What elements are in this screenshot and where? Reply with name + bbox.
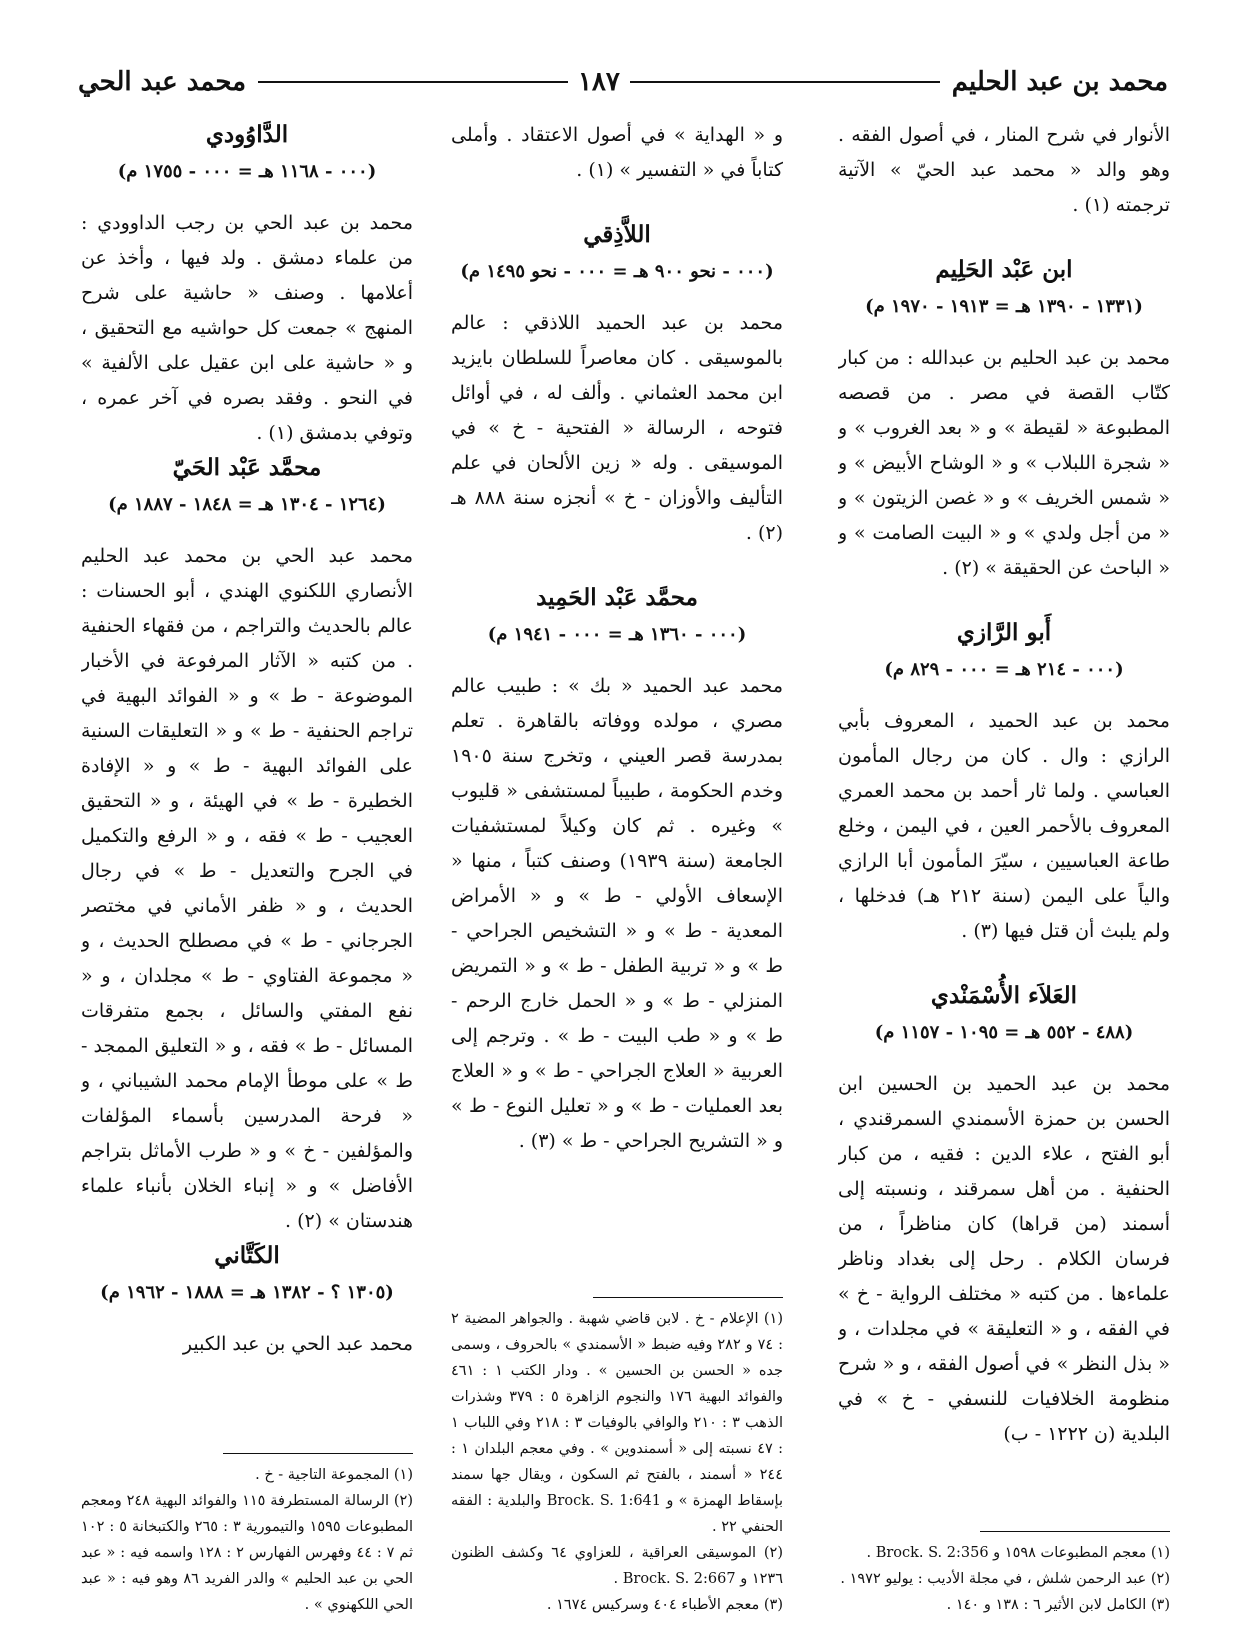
entry-dates: (٠٠٠ - نحو ٩٠٠ هـ = ٠٠٠ - نحو ١٤٩٥ م) [460, 261, 774, 282]
footnote: (٢) الموسيقى العراقية ، للعزاوي ٦٤ وكشف الظنون ١٢٣٦ و Brock. S. 2:667 . [451, 1545, 783, 1587]
page-header [78, 62, 1168, 102]
entry-dates: (٠٠٠ - ٢١٤ هـ = ٠٠٠ - ٨٢٩ م) [884, 659, 1124, 680]
entry-body: محمد بن عبد الحميد ، المعروف بأبي الرازي : وال . كان من رجال المأمون العباسي . ولما ثار أحمد بن محمد العمري المعروف بالأحمر العين ، في اليمن ، وخلع طاعة العباسيين ، سيّرَ المأمون أبا الرازي والياً على اليمن (سنة ٢١٢ هـ) فدخلها ، ولم يلبث أن قتل فيها (٣) . [838, 710, 1170, 942]
footnote: (٣) معجم الأطباء ٤٠٤ وسركيس ١٦٧٤ . [546, 1597, 783, 1613]
entry [838, 253, 1170, 586]
column-middle [451, 118, 783, 1618]
header-left-title: محمد عبد الحي [78, 67, 247, 97]
entry-title: الكَتَّاني [214, 1242, 280, 1269]
entry-title: العَلاَء الأُسْمَنْدي [930, 982, 1078, 1009]
entry [838, 616, 1170, 949]
entry-continuation: الأنوار في شرح المنار ، في أصول الفقه . وهو والد « محمد عبد الحيّ » الآتية ترجمته (١) . [838, 124, 1170, 216]
entry-title: أَبو الرَّازي [956, 619, 1052, 646]
header-rule-left [258, 81, 568, 83]
footnote: (١) معجم المطبوعات ١٥٩٨ و Brock. S. 2:356 . [866, 1545, 1170, 1561]
entry [81, 118, 413, 451]
page-number: ١٨٧ [577, 67, 620, 97]
footnote-rule [980, 1531, 1170, 1532]
footnote: (١) المجموعة التاجية - خ . [255, 1467, 413, 1483]
entry-dates: (٠٠٠ - ١١٦٨ هـ = ٠٠٠ - ١٧٥٥ م) [117, 161, 377, 182]
header-rule [258, 67, 940, 97]
entry-title: محمَّد عَبْد الحَمِيد [536, 584, 698, 611]
entry [451, 218, 783, 551]
entry-title: اللاَّذِقي [583, 221, 651, 248]
entry-continuation: و « الهداية » في أصول الاعتقاد . وأملى كتاباً في « التفسير » (١) . [451, 124, 783, 181]
entry [838, 979, 1170, 1452]
entry-dates: (٠٠٠ - ١٣٦٠ هـ = ٠٠٠ - ١٩٤١ م) [487, 624, 747, 645]
footnote-rule [223, 1453, 413, 1454]
entry-title: ابن عَبْد الحَلِيم [935, 256, 1073, 283]
entry-body: محمد بن عبد الحليم بن عبدالله : من كبار كتّاب القصة في مصر . من قصصه المطبوعة « لقيطة » و « بعد الغروب » و « شجرة اللبلاب » و « الوشاح الأبيض » و « شمس الخريف » و « غصن الزيتون » و « من أجل ولدي » و « البيت الصامت » و « الباحث عن الحقيقة » (٢) . [838, 347, 1170, 579]
entry-title: محمَّد عَبْد الحَيّ [172, 454, 322, 481]
footnotes [81, 1435, 413, 1618]
entry-body: محمد عبد الحي بن محمد عبد الحليم الأنصاري اللكنوي الهندي ، أبو الحسنات : عالم بالحديث والتراجم ، من فقهاء الحنفية . من كتبه « الآثار المرفوعة في الأخبار الموضوعة - ط » و « الفوائد البهية في تراجم الحنفية - ط » و « التعليقات السنية على الفوائد البهية - ط » و « الإفادة الخطيرة - ط » في الهيئة ، و « التحقيق العجيب - ط » فقه ، و « الرفع والتكميل في الجرح والتعديل - ط » في رجال الحديث ، و « ظفر الأماني في مختصر الجرجاني - ط » في مصطلح الحديث ، و « مجموعة الفتاوي - ط » مجلدان ، و « نفع المفتي والسائل ، بجمع متفرقات المسائل - ط » فقه ، و « التعليق الممجد - ط » على موطأ الإمام محمد الشيباني ، و « فرحة المدرسين بأسماء المؤلفات والمؤلفين - خ » و « طرب الأماثل بتراجم الأفاضل » و « إنباء الخلان بأنباء علماء هندستان » (٢) . [81, 545, 413, 1232]
footnotes [838, 1513, 1170, 1618]
entry-body: محمد عبد الحميد « بك » : طبيب عالم مصري ، مولده ووفاته بالقاهرة . تعلم بمدرسة قصر العيني ، وتخرج سنة ١٩٠٥ وخدم الحكومة ، طبيباً لمستشفى « قليوب » وغيره . ثم كان وكيلاً لمستشفيات الجامعة (سنة ١٩٣٩) وصنف كتباً ، منها « الإسعاف الأولي - ط » و « الأمراض المعدية - ط » و « التشخيص الجراحي - ط » و « تربية الطفل - ط » و « التمريض المنزلي - ط » و « الحمل خارج الرحم - ط » و « طب البيت - ط » . وترجم إلى العربية « العلاج الجراحي - ط » و « العلاج بعد العمليات - ط » و « تعليل النوع - ط » و « التشريح الجراحي - ط » (٣) . [451, 675, 783, 1152]
entry-title: الدَّاوُودي [205, 121, 289, 148]
entry-body: محمد بن عبد الحميد اللاذقي : عالم بالموسيقى . كان معاصراً للسلطان بايزيد ابن محمد العثماني . وألف له ، في أوائل فتوحه ، الرسالة « الفتحية - خ » في الموسيقى . وله « زين الألحان في علم التأليف والأوزان - خ » أنجزه سنة ٨٨٨ هـ (٢) . [451, 312, 783, 544]
footnote: (٢) عبد الرحمن شلش ، في مجلة الأديب : يوليو ١٩٧٢ . [840, 1571, 1170, 1587]
entry-body: محمد بن عبد الحي بن رجب الداوودي : من علماء دمشق . ولد فيها ، وأخذ عن أعلامها . وصنف « حاشية على شرح المنهج » جمعت كل حواشيه مع التحقيق ، و « حاشية على ابن عقيل على الألفية » في النحو . وفقد بصره في آخر عمره ، وتوفي بدمشق (١) . [81, 212, 413, 444]
column-right [838, 118, 1170, 1618]
entry-dates: (١٢٦٤ - ١٣٠٤ هـ = ١٨٤٨ - ١٨٨٧ م) [108, 494, 386, 515]
entry-dates: (١٣٣١ - ١٣٩٠ هـ = ١٩١٣ - ١٩٧٠ م) [865, 296, 1143, 317]
footnote: (٣) الكامل لابن الأثير ٦ : ١٣٨ و ١٤٠ . [946, 1597, 1170, 1613]
footnote-rule [593, 1297, 783, 1298]
entry [451, 581, 783, 1159]
entry-body: محمد بن عبد الحميد بن الحسين ابن الحسن بن حمزة الأسمندي السمرقندي ، أبو الفتح ، علاء الدين : فقيه ، من كبار الحنفية . من أهل سمرقند ، ونسبته إلى أسمند (من قراها) كان مناظراً ، من فرسان الكلام . رحل إلى بغداد وناظر علماءها . من كتبه « مختلف الرواية - خ » في الفقه ، و « التعليقة » في مجلدات ، و « بذل النظر » في أصول الفقه ، و « شرح منظومة الخلافيات للنسفي - خ » في البلدية (ن ١٢٢٢ - ب) [838, 1073, 1170, 1445]
entry-body: محمد عبد الحي بن عبد الكبير [182, 1333, 413, 1355]
entry [81, 1239, 413, 1362]
column-left [81, 118, 413, 1618]
entry-dates: (١٣٠٥ ؟ - ١٣٨٢ هـ = ١٨٨٨ - ١٩٦٢ م) [100, 1282, 394, 1303]
entry [81, 451, 413, 1239]
header-right-title: محمد بن عبد الحليم [951, 67, 1168, 97]
footnote: (١) الإعلام - خ . لابن قاضي شهبة . والجواهر المضية ٢ : ٧٤ و ٢٨٢ وفيه ضبط « الأسمندي » بالحروف ، وسمى جده « الحسن بن الحسين » . ودار الكتب ١ : ٤٦١ والفوائد البهية ١٧٦ والنجوم الزاهرة ٥ : ٣٧٩ وشذرات الذهب ٣ : ٢١٠ والوافي بالوفيات ٣ : ٢١٨ وفي اللباب ١ : ٤٧ نسبته إلى « أسمندوين » . وفي معجم البلدان ١ : ٢٤٤ « أسمند ، بالفتح ثم السكون ، ويقال جها سمند بإسقاط الهمزة » و Brock. S. 1:641 والبلدية : الفقه الحنفي ٢٢ . [451, 1311, 783, 1535]
header-rule-right [630, 81, 940, 83]
entry-dates: (٤٨٨ - ٥٥٢ هـ = ١٠٩٥ - ١١٥٧ م) [874, 1022, 1134, 1043]
footnote: (٢) الرسالة المستطرفة ١١٥ والفوائد البهية ٢٤٨ ومعجم المطبوعات ١٥٩٥ والتيمورية ٣ : ٢٦٥ والكتبخانة ٥ : ١٠٢ ثم ٧ : ٤٤ وفهرس الفهارس ٢ : ١٢٨ واسمه فيه : « عبد الحي بن عبد الحليم » والدر الفريد ٨٦ وهو فيه : « عبد الحي اللكهنوي » . [81, 1493, 413, 1613]
footnotes [451, 1279, 783, 1618]
